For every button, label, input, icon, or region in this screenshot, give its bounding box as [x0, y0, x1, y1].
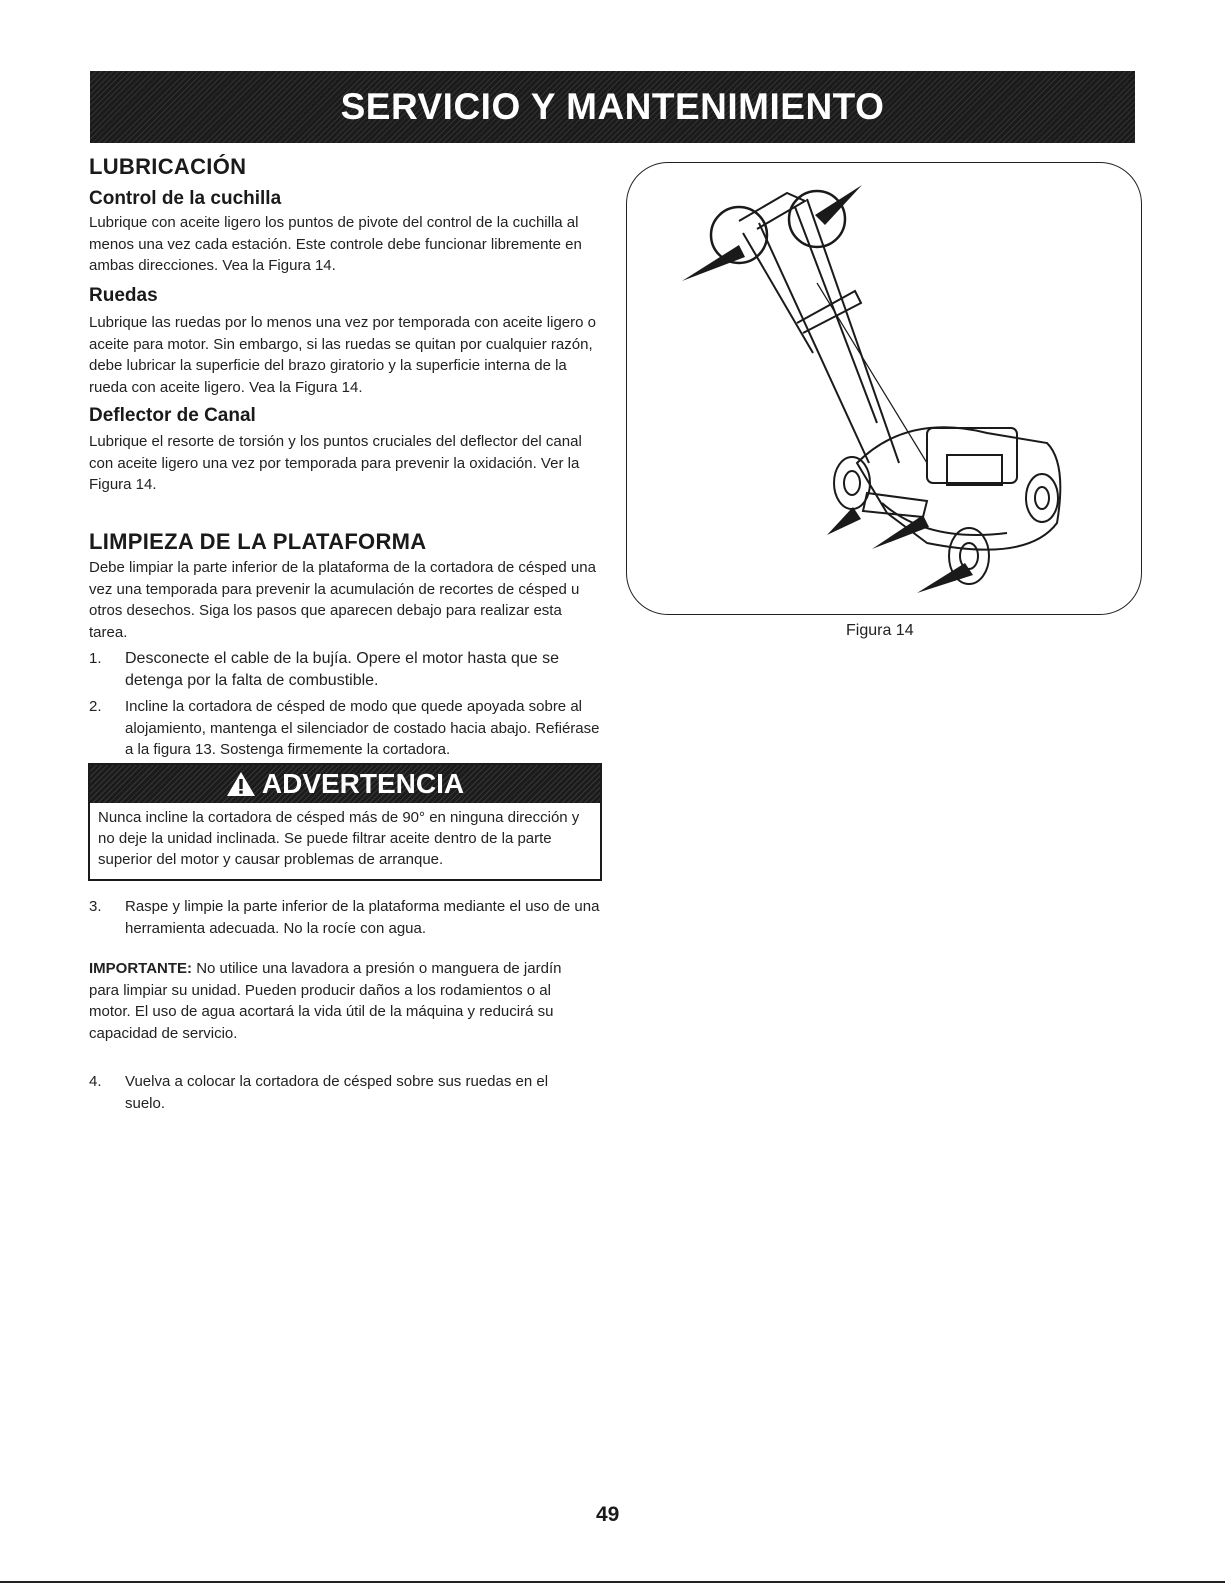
section-title: SERVICIO Y MANTENIMIENTO — [340, 86, 885, 127]
importante-label: IMPORTANTE: — [89, 960, 193, 977]
list-text: Vuelva a colocar la cortadora de césped sobre sus ruedas en el suelo. — [125, 1073, 549, 1112]
importante-text: No utilice una lavadora a presión o manguera de jardín para limpiar su unidad. Pueden producir daños a los rodamientos o al motor. El uso de agua acortará la vida útil de la máquina y reducirá su capacidad de servicio. — [89, 960, 562, 1042]
warning-triangle-icon — [226, 771, 256, 797]
list-text: Raspe y limpie la parte inferior de la plataforma mediante el uso de una herramienta adecuada. No la rocíe con agua. — [125, 898, 600, 937]
figure-frame — [626, 162, 1142, 615]
list-number: 3. — [89, 898, 102, 915]
list-number: 1. — [89, 650, 102, 667]
warning-title: ADVERTENCIA — [261, 768, 465, 799]
list-item — [89, 896, 609, 939]
warning-text: Nunca incline la cortadora de césped más de 90° en ninguna dirección y no deje la unidad inclinada. Se puede filtrar aceite dentro de la parte superior del motor y causar problemas de arranque. — [98, 809, 580, 868]
list-text: Desconecte el cable de la bujía. Opere el motor hasta que se detenga por la falta de combustible. — [125, 650, 560, 689]
list-number: 2. — [89, 698, 102, 715]
list-item — [89, 648, 609, 691]
deflector-heading: Deflector de Canal — [89, 405, 256, 426]
bottom-rule — [0, 1581, 1225, 1583]
ruedas-heading: Ruedas — [89, 285, 158, 306]
deflector-text: Lubrique el resorte de torsión y los puntos cruciales del deflector del canal con aceite ligero una vez por temporada para prevenir la oxidación. Ver la Figura 14. — [89, 433, 582, 493]
warning-box — [88, 763, 602, 881]
list-number: 4. — [89, 1073, 102, 1090]
list-item — [89, 1071, 609, 1114]
lubricacion-heading: LUBRICACIÓN — [89, 154, 247, 179]
page-number: 49 — [596, 1503, 620, 1526]
control-cuchilla-text: Lubrique con aceite ligero los puntos de pivote del control de la cuchilla al menos una vez cada estación. Este controle debe funcionar libremente en ambas direcciones. Vea la Figura 14. — [89, 214, 582, 274]
warning-header — [90, 765, 600, 803]
ruedas-text: Lubrique las ruedas por lo menos una vez por temporada con aceite ligero o aceite para motor. Sin embargo, si las ruedas se quitan por cualquier razón, debe lubricar la superficie del brazo giratorio y la superficie interna de la rueda con aceite ligero. Vea la Figura 14. — [89, 314, 596, 396]
lawn-mower-illustration — [627, 163, 1143, 616]
figure-caption: Figura 14 — [846, 622, 914, 639]
list-item — [89, 696, 609, 761]
control-cuchilla-heading: Control de la cuchilla — [89, 188, 282, 209]
section-banner — [90, 71, 1135, 143]
limpieza-intro: Debe limpiar la parte inferior de la plataforma de la cortadora de césped una vez una temporada para prevenir la acumulación de recortes de césped u otros desechos. Siga los pasos que aparecen debajo para realizar esta tarea. — [89, 559, 596, 641]
importante-paragraph — [89, 958, 594, 1044]
list-text: Incline la cortadora de césped de modo que quede apoyada sobre al alojamiento, mantenga el silenciador de costado hacia abajo. Refiérase a la figura 13. Sostenga firmemente la cortadora. — [125, 698, 600, 758]
limpieza-heading: LIMPIEZA DE LA PLATAFORMA — [89, 529, 427, 554]
